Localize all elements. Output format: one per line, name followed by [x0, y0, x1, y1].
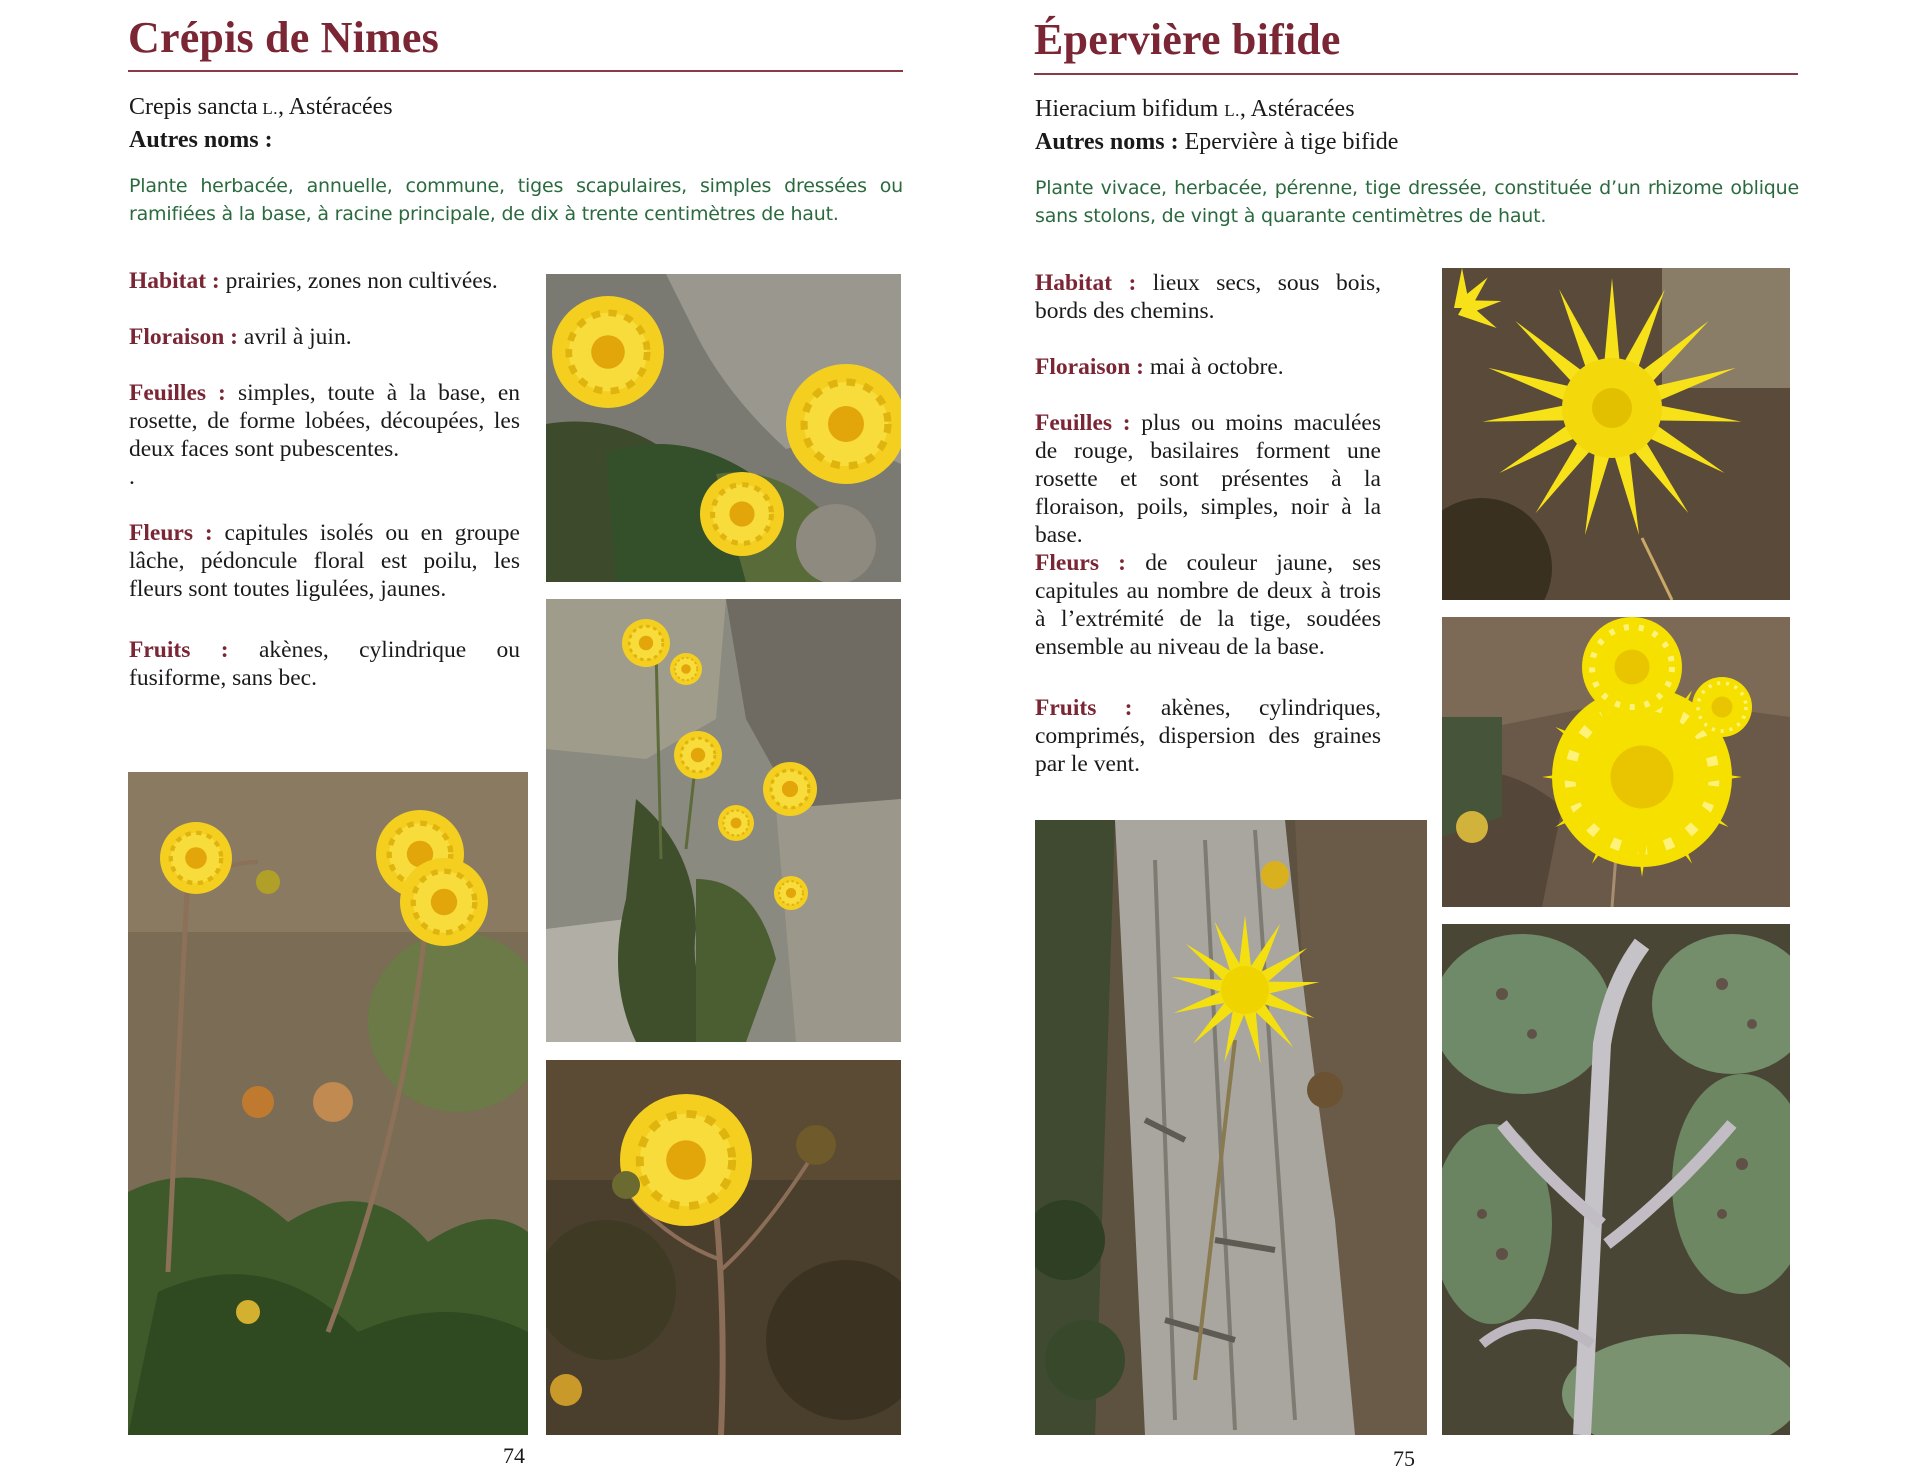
habitat-text: prairies, zones non cultivées. [225, 268, 498, 294]
photo-flowers-on-rock [546, 274, 901, 582]
latin-name: Hieracium bifidum [1035, 96, 1219, 122]
other-names-label: Autres noms : [129, 127, 273, 153]
fruits-text: akènes, cylindriques, comprimés, dispersion des graines par le vent. [1035, 695, 1382, 777]
floraison-entry [1035, 353, 1381, 381]
floraison-label: Floraison : [129, 324, 239, 350]
scientific-name: Hieracium bifidum L., Astéracées [1035, 96, 1355, 122]
photo-two-flowers [1442, 617, 1790, 907]
latin-name: Crepis sancta [129, 94, 258, 120]
fleurs-text: capitules isolés ou en groupe lâche, pédoncule floral est poilu, les fleurs sont toutes ligulées, jaunes. [129, 520, 520, 602]
photo-plant-habit [128, 772, 528, 1435]
photo-hairy-leaves [1442, 924, 1790, 1435]
right-page [960, 0, 1920, 1469]
fleurs-text: de couleur jaune, ses capitules au nombre de deux à trois à l’extrémité de la tige, soudées ensemble au niveau de la base. [1035, 550, 1381, 660]
feuilles-entry [129, 379, 520, 491]
other-names-label: Autres noms : [1035, 129, 1179, 155]
habitat-text: lieux secs, sous bois, bords des chemins. [1035, 270, 1382, 324]
fruits-text: akènes, cylindrique ou fusiforme, sans bec. [129, 637, 521, 691]
author: L. [262, 99, 279, 118]
page-title: Crépis de Nimes [128, 13, 439, 62]
feuilles-label: Feuilles : [1035, 410, 1131, 436]
floraison-text: mai à octobre. [1149, 354, 1284, 380]
photo-flower-closeup [546, 1060, 901, 1435]
scientific-name: Crepis sancta L., Astéracées [129, 94, 393, 120]
other-names [1035, 129, 1398, 156]
photo-flower-head [1442, 268, 1790, 600]
intro-paragraph: Plante vivace, herbacée, pérenne, tige dressée, constituée d’un rhizome oblique sans stolons, de vingt à quarante centimètres de haut. [1035, 177, 1799, 227]
habitat-label: Habitat : [129, 268, 220, 294]
title-rule [128, 70, 903, 72]
page-number: 75 [1393, 1446, 1415, 1471]
feuilles-text: plus ou moins maculées de rouge, basilaires forment une rosette et sont présentes à la floraison, poils, simples, noir à la base. [1035, 410, 1381, 548]
fleurs-label: Fleurs : [129, 520, 213, 546]
fleurs-entry [1035, 549, 1381, 661]
fruits-entry [1035, 694, 1381, 778]
habitat-entry [1035, 269, 1381, 325]
other-names-value: Epervière à tige bifide [1184, 129, 1399, 155]
page-title: Épervière bifide [1034, 15, 1341, 64]
title-rule [1034, 73, 1798, 75]
feuilles-label: Feuilles : [129, 380, 226, 406]
page-number: 74 [503, 1443, 525, 1468]
floraison-entry [129, 323, 520, 351]
other-names [129, 127, 273, 154]
fleurs-label: Fleurs : [1035, 550, 1126, 576]
habitat-entry [129, 267, 520, 295]
stray-period: . [129, 464, 135, 490]
intro-paragraph: Plante herbacée, annuelle, commune, tiges scapulaires, simples dressées ou ramifiées à la base, à racine principale, de dix à trente centimètres de haut. [129, 175, 903, 225]
floraison-label: Floraison : [1035, 354, 1145, 380]
floraison-text: avril à juin. [243, 324, 352, 350]
fruits-label: Fruits : [129, 637, 229, 663]
fruits-label: Fruits : [1035, 695, 1133, 721]
fruits-entry [129, 636, 520, 692]
feuilles-entry [1035, 409, 1381, 549]
family: Astéracées [288, 94, 393, 120]
fleurs-entry [129, 519, 520, 603]
photo-flowers-on-wall [546, 599, 901, 1042]
left-page [0, 0, 960, 1469]
habitat-label: Habitat : [1035, 270, 1137, 296]
family: Astéracées [1250, 96, 1355, 122]
author: L. [1224, 101, 1240, 120]
feuilles-text: simples, toute à la base, en rosette, de forme lobées, découpées, les deux faces sont pubescentes. [129, 380, 521, 462]
photo-flower-by-log [1035, 820, 1427, 1435]
